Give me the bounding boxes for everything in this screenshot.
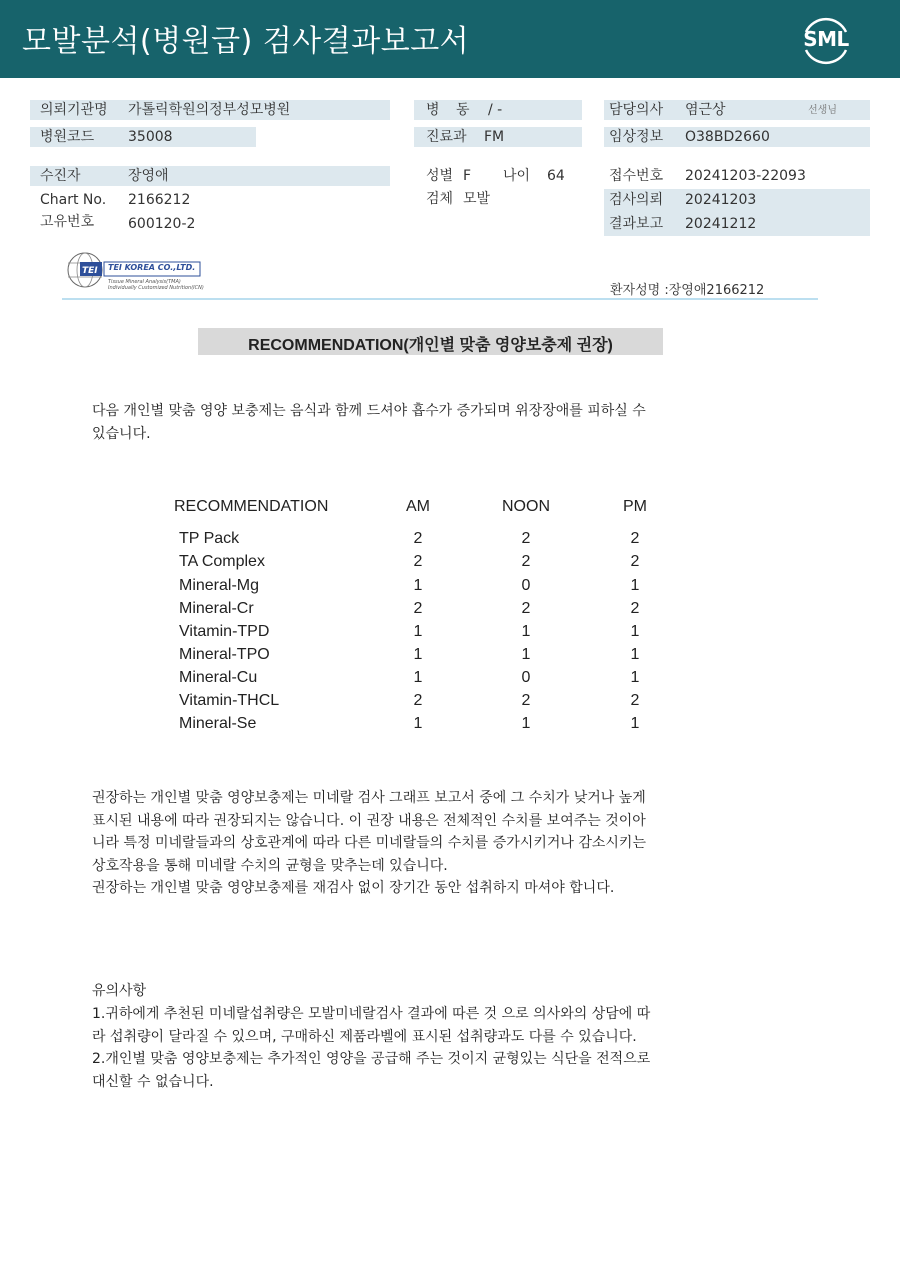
recommendation-title: RECOMMENDATION(개인별 맞춤 영양보충제 권장) [248,337,613,354]
table-row [0,623,900,646]
supplement-name: Mineral-Mg [179,577,260,594]
header-bar [0,0,900,78]
sml-logo [796,10,856,70]
tei-subtitle-1: Tissue Mineral Analysis(TMA) [108,279,181,285]
unique-label: 고유번호 [40,214,95,230]
tei-logo [66,251,206,293]
logo-text: SML [803,27,849,51]
clinical-label: 임상정보 [609,129,664,145]
am-dose: 1 [413,669,423,686]
ward-value: / - [488,102,503,118]
supplement-name: TP Pack [179,530,240,547]
doctor-value: 염근상 [685,102,726,118]
sex-value: F [463,168,472,184]
doctor-label: 담당의사 [609,102,664,118]
am-dose: 2 [413,692,423,709]
patient-field-bg [30,166,390,186]
table-row [0,600,900,623]
noon-dose: 0 [521,669,531,686]
supplement-name: Vitamin-TPD [179,623,270,640]
intro-line-1: 다음 개인별 맞춤 영양 보충제는 음식과 함께 드셔야 흡수가 증가되며 위장장애를 피하실 수 [92,403,646,419]
table-row [0,692,900,715]
report-label: 결과보고 [609,216,664,232]
unique-value: 600120-2 [128,216,196,232]
am-dose: 2 [413,600,423,617]
pm-dose: 1 [630,669,640,686]
page-title: 모발분석(병원급) 검사결과보고서 [22,24,470,59]
noon-dose: 2 [521,553,531,570]
col-header-am: AM [406,498,430,515]
table-row [0,553,900,576]
supplement-name: Vitamin-THCL [179,692,280,709]
noon-dose: 0 [521,577,531,594]
table-row [0,715,900,738]
am-dose: 1 [413,577,423,594]
noon-dose: 1 [521,623,531,640]
chart-value: 2166212 [128,192,191,208]
specimen-label: 검체 [426,191,454,207]
chart-label: Chart No. [40,192,107,208]
noon-dose: 2 [521,692,531,709]
am-dose: 1 [413,646,423,663]
note-line-4: 상호작용을 통해 미네랄 수치의 균형을 맞추는데 있습니다. [92,858,448,874]
note-line-1: 권장하는 개인별 맞춤 영양보충제는 미네랄 검사 그래프 보고서 중에 그 수치가 낮거나 높게 [92,790,646,806]
supplement-name: Mineral-Se [179,715,257,732]
supplement-name: Mineral-TPO [179,646,270,663]
age-value: 64 [547,168,565,184]
caution-line-2: 라 섭취량이 달라질 수 있으며, 구매하신 제품라벨에 표시된 섭취량과도 다를 수 있습니다. [92,1029,637,1045]
am-dose: 1 [413,623,423,640]
institution-value: 가톨릭학원의정부성모병원 [128,102,291,118]
reception-value: 20241203-22093 [685,168,806,184]
pm-dose: 1 [630,715,640,732]
dept-value: FM [484,129,505,145]
hospital-code-value: 35008 [128,129,173,145]
note-line-3: 니라 특정 미네랄들과의 상호관계에 따라 다른 미네랄들의 수치를 증가시키거나 감소시키는 [92,835,646,851]
table-row [0,669,900,692]
am-dose: 2 [413,553,423,570]
pm-dose: 1 [630,577,640,594]
age-label: 나이 [503,168,531,184]
note-line-5: 권장하는 개인별 맞춤 영양보충제를 재검사 없이 장기간 동안 섭취하지 마셔야 합니다. [92,880,615,896]
request-label: 검사의뢰 [609,192,664,208]
caution-line-1: 1.귀하에게 추천된 미네랄섭취량은 모발미네랄검사 결과에 따른 것 으로 의사와의 상담에 따 [92,1006,651,1022]
caution-line-3: 2.개인별 맞춤 영양보충제는 추가적인 영양을 공급해 주는 것이지 균형있는 식단을 전적으로 [92,1051,651,1067]
institution-label: 의뢰기관명 [40,102,108,118]
noon-dose: 1 [521,715,531,732]
clinical-value: O38BD2660 [685,129,770,145]
am-dose: 2 [413,530,423,547]
hospital-code-label: 병원코드 [40,129,95,145]
tei-company-name: TEI KOREA CO.,LTD. [108,263,196,272]
noon-dose: 2 [521,530,531,547]
request-value: 20241203 [685,192,757,208]
pm-dose: 2 [630,692,640,709]
reception-label: 접수번호 [609,168,664,184]
intro-line-2: 있습니다. [92,426,151,442]
supplement-name: Mineral-Cu [179,669,258,686]
noon-dose: 2 [521,600,531,617]
divider-line [62,298,818,300]
recommendation-title-box [198,328,663,355]
table-row [0,577,900,600]
caution-title: 유의사항 [92,983,147,999]
col-header-noon: NOON [502,498,550,515]
pm-dose: 2 [630,553,640,570]
ward-label: 병 동 [426,102,476,118]
svg-text:TEI: TEI [82,266,98,276]
tei-subtitle-2: Individually Customized Nutrition(ICN) [108,285,204,291]
table-row [0,530,900,553]
table-row [0,646,900,669]
supplement-name: TA Complex [179,553,265,570]
note-line-2: 표시된 내용에 따라 권장되지는 않습니다. 이 권장 내용은 전체적인 수치를 보여주는 것이아 [92,813,646,829]
pm-dose: 1 [630,623,640,640]
doctor-suffix: 선생님 [808,105,837,116]
pm-dose: 1 [630,646,640,663]
supplement-name: Mineral-Cr [179,600,254,617]
patient-name-line: 환자성명 :장영애2166212 [610,283,765,298]
noon-dose: 1 [521,646,531,663]
col-header-recommendation: RECOMMENDATION [174,498,329,515]
pm-dose: 2 [630,600,640,617]
dept-label: 진료과 [426,129,467,145]
patient-label: 수진자 [40,168,81,184]
pm-dose: 2 [630,530,640,547]
caution-line-4: 대신할 수 없습니다. [92,1074,214,1090]
report-value: 20241212 [685,216,757,232]
am-dose: 1 [413,715,423,732]
sex-label: 성별 [426,168,454,184]
patient-value: 장영애 [128,168,169,184]
col-header-pm: PM [623,498,647,515]
specimen-value: 모발 [463,191,491,207]
